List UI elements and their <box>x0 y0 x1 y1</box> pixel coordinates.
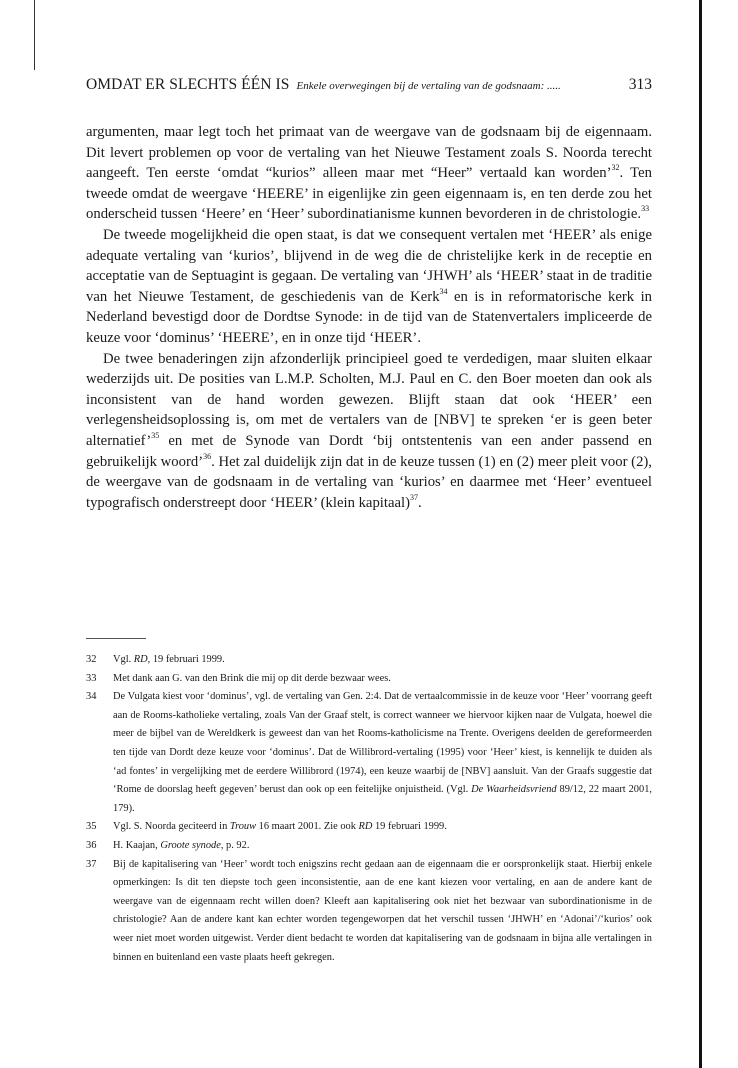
footnote-italic-run: RD <box>358 821 373 833</box>
running-header <box>86 76 652 94</box>
footnote-ref-33: 33 <box>641 204 650 214</box>
footnote-34 <box>86 688 652 818</box>
paragraph-3 <box>86 349 652 514</box>
footnote-text: Met dank aan G. van den Brink die mij op dit derde bezwaar wees. <box>113 672 391 684</box>
footnote-ref-32: 32 <box>611 163 620 173</box>
paragraph-text: . Ten tweede omdat de weergave ‘HEERE’ in eigenlijke zin geen eigennaam is, en ten derde zou het onderscheid tussen ‘Heere’ en ‘Heer’ subordinatianisme kunnen bevorderen in de christologie. <box>86 165 652 223</box>
body-text <box>86 122 652 513</box>
footnote-number: 37 <box>86 858 97 870</box>
footnote-ref-36: 36 <box>203 451 212 461</box>
footnote-text <box>113 651 652 670</box>
paragraph-text: en met de Synode van Dordt ‘bij ontstentenis van een ander passend en gebruikelijk woord’ <box>86 432 652 470</box>
paragraph-text: argumenten, maar legt toch het primaat van de weergave van de godsnaam bij de eigennaam. Dit levert problemen op voor de vertaling van het Nieuwe Testament zoals S. Noorda terecht aangeeft. Ten eerste ‘omdat “kurios” alleen maar met “Heer” vertaald kan worden’ <box>86 124 652 182</box>
paragraph-2 <box>86 225 652 349</box>
page-number: 313 <box>628 76 652 93</box>
footnote-37 <box>86 856 652 968</box>
paragraph-text: . <box>417 494 422 511</box>
footnote-text: Bij de kapitalisering van ‘Heer’ wordt toch enigszins recht gedaan aan de eigennaam die er oorspronkelijk staat. Hierbij enkele opmerkingen: Is dit ten diepste toch geen inconsistentie, aan de ene kant kiezen voor vertaling, en aan de andere kant de weergave van de eigennaam recht willen doen? Kleeft aan kapitalisering ook niet het bezwaar van subordinationisme in de christologie? Aan de andere kant kan echter worden tegengeworpen dat het verschil tussen ‘JHWH’ en ‘Adonai’/‘kurios’ ook weer niet moet worden uitgewist. Verder dient bedacht te worden dat kapitalisering van de godsnaam in bijna alle vertalingen in binnen en buitenland een vaste plaats heeft gekregen. <box>113 858 652 963</box>
footnote-number: 33 <box>86 672 97 684</box>
paragraph-text: . Het zal duidelijk zijn dat in de keuze tussen (1) en (2) meer pleit voor (2), de weergave van de godsnaam in de vertaling van ‘kurios’ en daarmee met ‘Heer’ eventueel typografisch onderstreept door ‘HEER’ (klein kapitaal) <box>86 453 652 511</box>
footnote-text-run: Vgl. <box>113 654 134 665</box>
paragraph-text: en is in reformatorische kerk in Nederland bevestigd door de Dordtse Synode: in de tijd van de Statenvertalers impliceerde de keuze voor ‘dominus’ ‘HEERE’, en in onze tijd ‘HEER’. <box>86 288 652 346</box>
footnote-text-run: , p. 92. <box>220 839 250 851</box>
running-title: OMDAT ER SLECHTS ÉÉN IS <box>86 76 290 93</box>
footnote-ref-35: 35 <box>151 431 160 441</box>
footnote-italic-run: De Waarheidsvriend <box>471 784 557 796</box>
footnote-separator <box>86 638 146 639</box>
scan-edge-right <box>699 0 702 1068</box>
footnote-italic-run: Trouw <box>229 821 257 833</box>
footnote-ref-37: 37 <box>409 492 418 502</box>
paragraph-text: De twee benaderingen zijn afzonderlijk principieel goed te verdedigen, maar sluiten elkaar wederzijds uit. De posities van L.M.P. Scholten, M.J. Paul en C. den Boer moeten dan ook als inconsistent van de hand worden gewezen. Blijft staan dat ook ‘HEER’ een verlegensheidsoplossing is, om met de vertalers van de [NBV] te spreken ‘er is geen beter alternatief’ <box>86 350 652 449</box>
footnote-italic-run: RD <box>133 654 148 665</box>
footnote-text-run: Vgl. S. Noorda geciteerd in <box>113 821 230 833</box>
footnote-text <box>113 688 652 818</box>
footnote-italic-run: Groote synode <box>160 839 221 851</box>
footnote-35 <box>86 818 652 837</box>
footnote-text-run: 19 februari 1999. <box>372 821 447 833</box>
footnote-number: 34 <box>86 691 97 703</box>
footnote-text-run: De Vulgata kiest voor ‘dominus’, vgl. de vertaling van Gen. 2:4. Dat de vertaalcommissie in de keuze voor ‘Heer’ voorrang geeft aan de Rooms-katholieke vertaling, zoals Van der Graaf stelt, is correct wanneer we hiervoor kijken naar de Vulgata, hoewel die meer de bijbel van de Wereldkerk is geweest dan van het Rooms-katholicisme na Trente. Overigens deelden de gereformeerden ten tijde van Dordt deze keuze voor ‘dominus’. Dat de Willibrord-vertaling (1995) voor ‘Heer’ kiest, is kennelijk te duiden als ‘ad fontes’ in vergelijking met de eerdere Willibrord (1974), een keuze waarbij de [NBV] aansluit. Van der Graafs suggestie dat ‘Rome de doorslag heeft gegeven’ berust dan ook op een feitelijke onjuistheid. (Vgl. <box>113 691 652 796</box>
paragraph-1 <box>86 122 652 225</box>
footnote-ref-34: 34 <box>439 286 448 296</box>
footnote-text <box>113 837 652 856</box>
footnote-text-run: 16 maart 2001. Zie ook <box>256 821 359 833</box>
paragraph-text: De tweede mogelijkheid die open staat, is dat we consequent vertalen met ‘HEER’ als enige adequate vertaling van ‘kurios’, blijvend in de weg die de christelijke kerk in de receptie en acceptatie van de Septuagint is gegaan. De vertaling van ‘JHWH’ als ‘HEER’ staat in de traditie van het Nieuwe Testament, de geschiedenis van de Kerk <box>86 226 652 305</box>
footnote-32 <box>86 651 652 670</box>
footnote-text-run: , 19 februari 1999. <box>147 654 225 665</box>
scan-edge-left <box>34 0 35 70</box>
footnote-number: 35 <box>86 821 97 833</box>
footnote-text <box>113 818 652 837</box>
footnote-text-run: 89/12, 22 maart 2001, 179). <box>113 784 652 814</box>
footnote-number: 36 <box>86 839 97 851</box>
running-subtitle: Enkele overwegingen bij de vertaling van de godsnaam: ..... <box>296 80 561 92</box>
footnotes <box>86 651 652 967</box>
footnote-number: 32 <box>86 654 97 665</box>
footnote-text-run: H. Kaajan, <box>113 839 161 851</box>
footnote-33 <box>86 670 652 689</box>
footnote-36 <box>86 837 652 856</box>
